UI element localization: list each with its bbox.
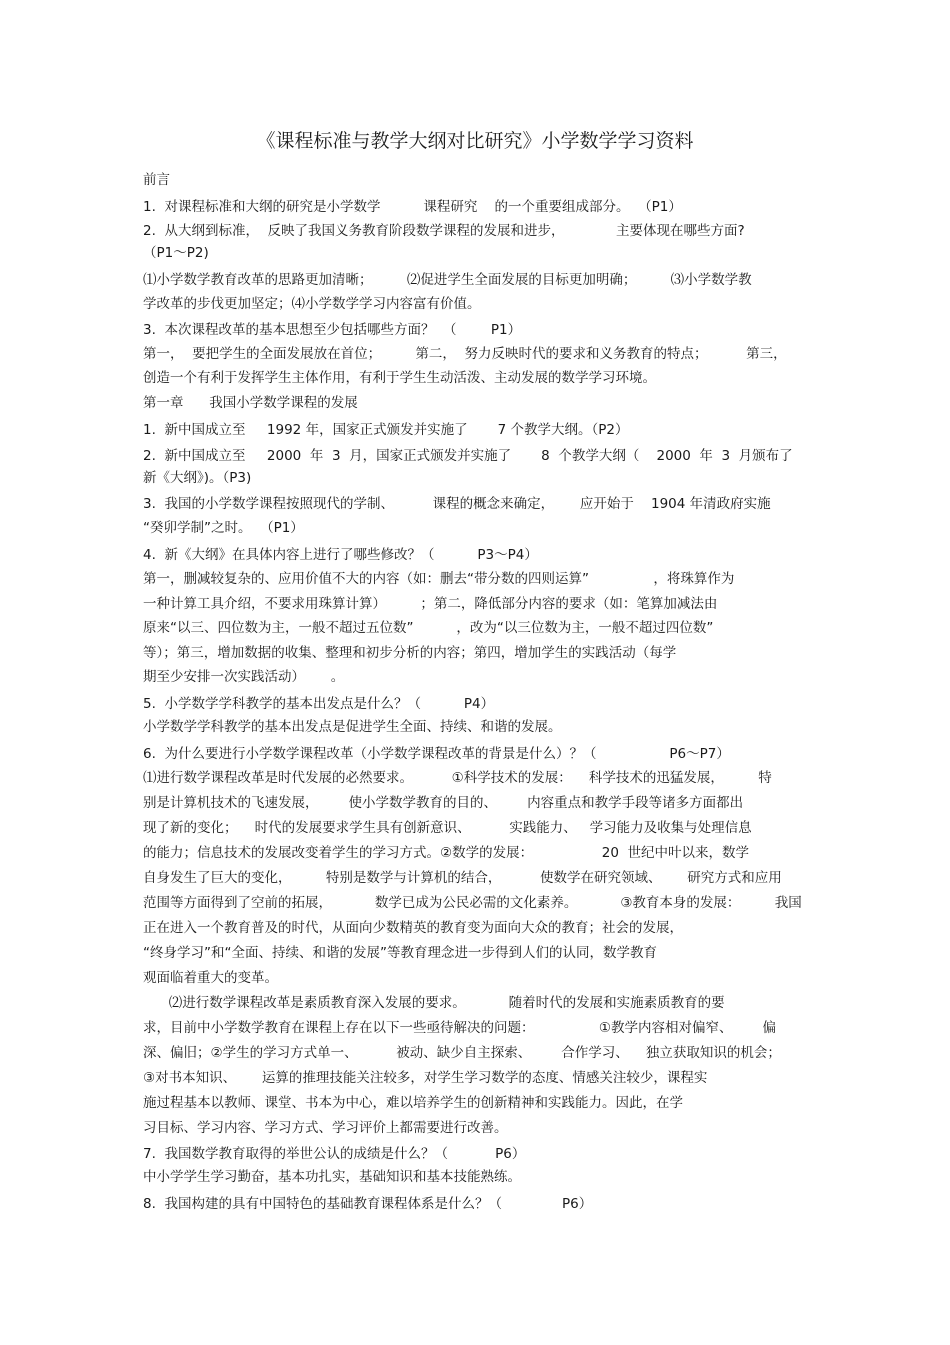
text-line: ⑴小学数学教育改革的思路更加清晰； ⑵促进学生全面发展的目标更加明确； ⑶小学数学教: [143, 272, 752, 288]
text-line: ⑴进行数学课程改革是时代发展的必然要求。 ①科学技术的发展： 科学技术的迅猛发展， 特: [143, 770, 772, 786]
text-line: 期至少安排一次实践活动） 。: [143, 669, 345, 685]
text-line: 创造一个有利于发挥学生主体作用，有利于学生生动活泼、主动发展的数学学习环境。: [143, 370, 656, 386]
text-line: 8. 我国构建的具有中国特色的基础教育课程体系是什么？（ P6）: [143, 1196, 593, 1212]
text-line: 范围等方面得到了空前的拓展， 数学已成为公民必需的文化素养。 ③教育本身的发展： 我国: [143, 895, 802, 911]
text-line: “癸卯学制”之时。 （P1）: [143, 520, 304, 536]
text-line: 深、偏旧；②学生的学习方式单一、 被动、缺少自主探索、 合作学习、 独立获取知识的机会；: [143, 1045, 781, 1061]
text-line: 小学数学学科教学的基本出发点是促进学生全面、持续、和谐的发展。: [143, 719, 562, 735]
text-line: “终身学习”和“全面、持续、和谐的发展”等教育理念进一步得到人们的认同，数学教育: [143, 945, 657, 961]
text-line: 2. 新中国成立至 2000 年 3 月，国家正式颁发并实施了 8 个教学大纲（ 2000 年 3 月颁布了: [143, 448, 793, 464]
text-line: 1. 对课程标准和大纲的研究是小学数学 课程研究 的一个重要组成部分。 （P1）: [143, 199, 682, 215]
text-line: 现了新的变化； 时代的发展要求学生具有创新意识、 实践能力、 学习能力及收集与处理信息: [143, 820, 752, 836]
text-line: 第一， 要把学生的全面发展放在首位； 第二， 努力反映时代的要求和义务教育的特点； 第三，: [143, 346, 787, 362]
text-line: 4. 新《大纲》在具体内容上进行了哪些修改？（ P3～P4）: [143, 547, 538, 563]
text-line: 等）；第三，增加数据的收集、整理和初步分析的内容；第四，增加学生的实践活动（每学: [143, 645, 677, 661]
text-line: 一种计算工具介绍，不要求用珠算计算） ；第二，降低部分内容的要求（如：笔算加减法由: [143, 596, 718, 612]
text-line: 求，目前中小学数学教育在课程上存在以下一些亟待解决的问题： ①教学内容相对偏窄、 偏: [143, 1020, 777, 1036]
chapter-heading: 第一章 我国小学数学课程的发展: [143, 395, 358, 411]
text-line: 新《大纲》)。（P3): [143, 470, 252, 486]
text-line: （P1～P2): [143, 245, 209, 261]
text-line: 第一，删减较复杂的、应用价值不大的内容（如：删去“带分数的四则运算” ，将珠算作为: [143, 571, 735, 587]
text-line: 5. 小学数学学科教学的基本出发点是什么？（ P4）: [143, 696, 495, 712]
text-line: 观面临着重大的变革。: [143, 970, 278, 986]
text-line: 3. 本次课程改革的基本思想至少包括哪些方面？ （ P1）: [143, 322, 522, 338]
text-line: 前言: [143, 172, 170, 188]
text-line: 的能力；信息技术的发展改变着学生的学习方式。②数学的发展： 20 世纪中叶以来，数学: [143, 845, 750, 861]
text-line: 学改革的步伐更加坚定；⑷小学数学学习内容富有价值。: [143, 296, 481, 312]
text-line: ③对书本知识、 运算的推理技能关注较多，对学生学习数学的态度、情感关注较少，课程实: [143, 1070, 708, 1086]
text-line: 习目标、学习内容、学习方式、学习评价上都需要进行改善。: [143, 1120, 508, 1136]
text-line: 2. 从大纲到标准， 反映了我国义务教育阶段数学课程的发展和进步， 主要体现在哪些方面?: [143, 223, 745, 239]
document-title: 《课程标准与教学大纲对比研究》小学数学学习资料: [256, 130, 694, 152]
text-line: 6. 为什么要进行小学数学课程改革（小学数学课程改革的背景是什么）？（ P6～P7）: [143, 746, 730, 762]
text-line: 中小学学生学习勤奋，基本功扎实，基础知识和基本技能熟练。: [143, 1169, 521, 1185]
text-line: 3. 我国的小学数学课程按照现代的学制、 课程的概念来确定， 应开始于 1904 年清政府实施: [143, 496, 771, 512]
text-line: 施过程基本以教师、课堂、书本为中心，难以培养学生的创新精神和实践能力。因此，在学: [143, 1095, 683, 1111]
text-line: 原来“以三、四位数为主，一般不超过五位数” ，改为“以三位数为主，一般不超过四位数”: [143, 620, 714, 636]
text-line: 1. 新中国成立至 1992 年，国家正式颁发并实施了 7 个教学大纲。（P2）: [143, 422, 629, 438]
text-line: 自身发生了巨大的变化， 特别是数学与计算机的结合， 使数学在研究领域、 研究方式和应用: [143, 870, 782, 886]
text-line: 别是计算机技术的飞速发展， 使小学数学教育的目的、 内容重点和教学手段等诸多方面都出: [143, 795, 744, 811]
text-line: 7. 我国数学教育取得的举世公认的成绩是什么？（ P6）: [143, 1146, 526, 1162]
text-line: 正在进入一个教育普及的时代，从面向少数精英的教育变为面向大众的教育；社会的发展，: [143, 920, 683, 936]
text-line: ⑵进行数学课程改革是素质教育深入发展的要求。 随着时代的发展和实施素质教育的要: [143, 995, 725, 1011]
